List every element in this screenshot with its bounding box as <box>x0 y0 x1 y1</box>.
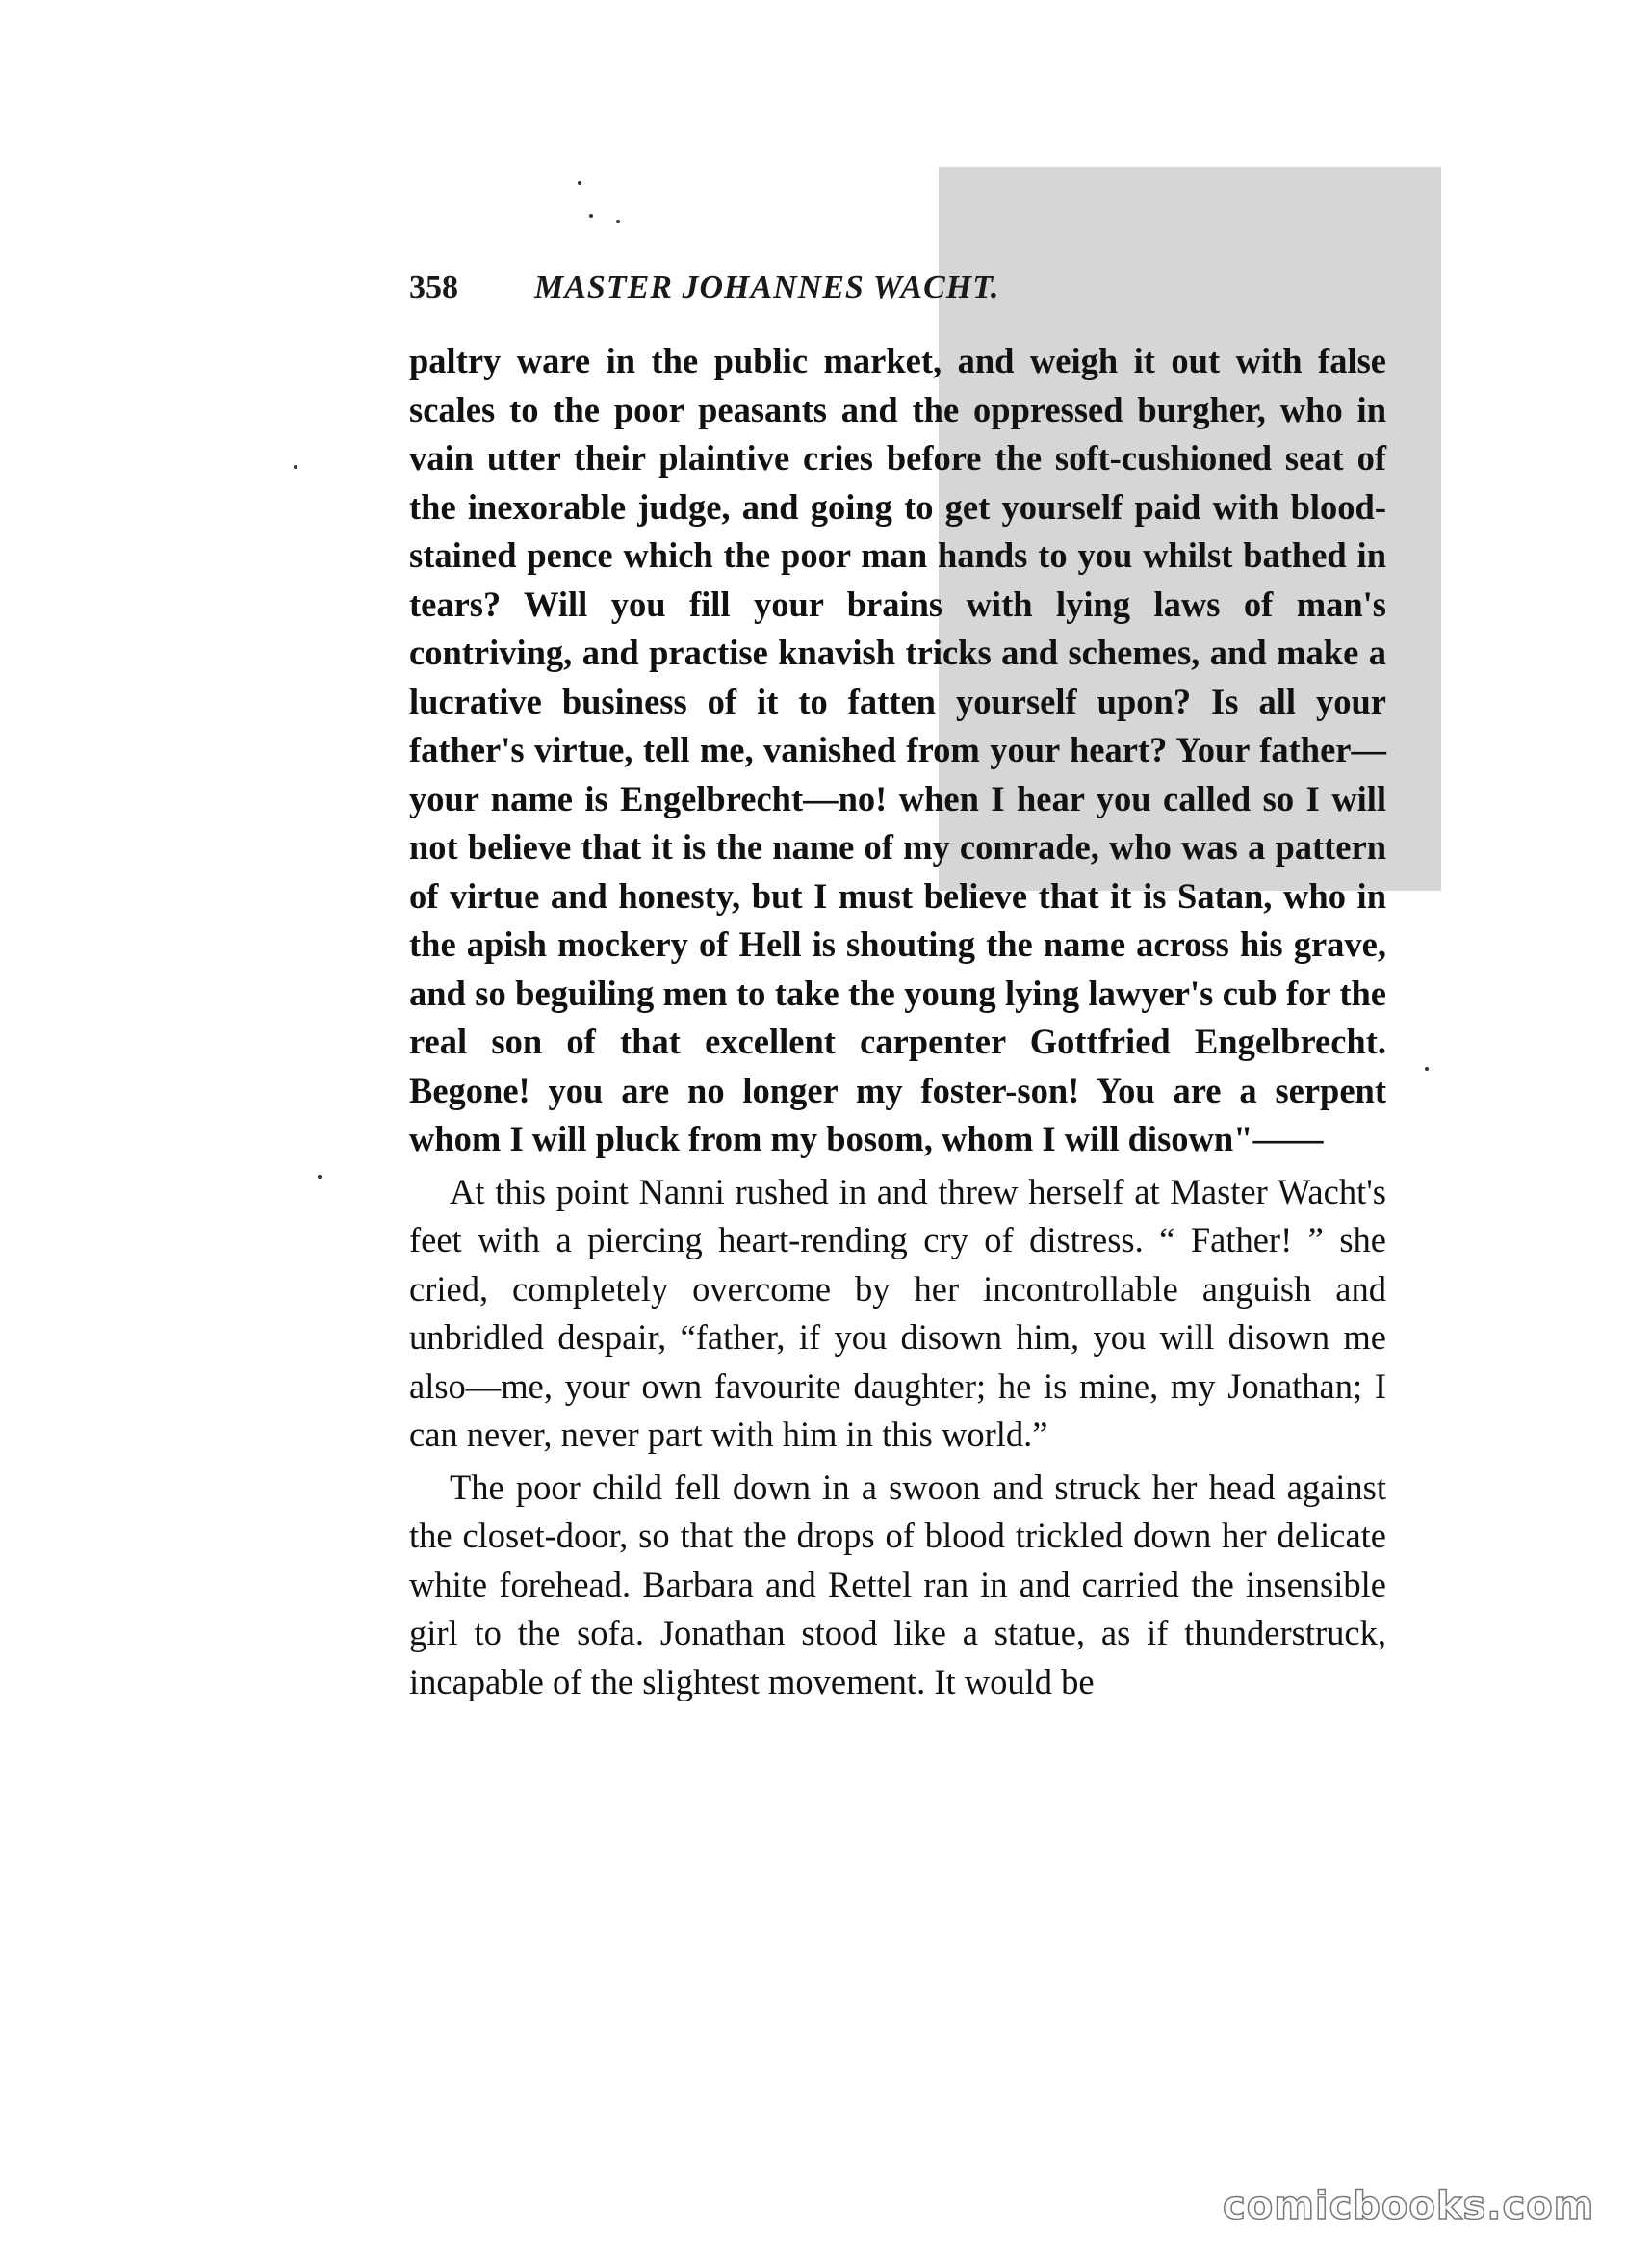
paragraph: paltry ware in the public market, and weigh it out with false scales to the poor peasants and the oppressed burgher, who in vain utter their plaintive cries before the soft-cushioned seat of the inexorable judge, and going to get yourself paid with blood-stained pence which the poor man hands to you whilst bathed in tears? Will you fill your brains with lying laws of man's contriving, and practise knavish tricks and schemes, and make a lucrative business of it to fatten yourself upon? Is all your father's virtue, tell me, vanished from your heart? Your father—your name is Engelbrecht—no! when I hear you called so I will not believe that it is the name of my comrade, who was a pattern of virtue and honesty, but I must believe that it is Satan, who in the apish mockery of Hell is shouting the name across his grave, and so beguiling men to take the young lying lawyer's cub for the real son of that excellent carpenter Gottfried Engelbrecht. Begone! you are no longer my foster-son! You are a serpent whom I will pluck from my bosom, whom I will disown"—— <box>409 341 1386 1158</box>
scan-speck <box>294 465 297 469</box>
running-title: MASTER JOHANNES WACHT. <box>534 270 1000 305</box>
scan-speck <box>589 214 593 218</box>
scan-speck <box>1425 1067 1429 1071</box>
paragraph: At this point Nanni rushed in and threw herself at Master Wacht's feet with a piercing heart-rending cry of distress. “ Father! ” she cried, completely overcome by her incontrollable anguish and unbridled despair, “father, if you disown him, you will disown me also—me, your own favourite daughter; he is mine, my Jonathan; I can never, never part with him in this world.” <box>409 1171 1386 1454</box>
paragraph: The poor child fell down in a swoon and struck her head against the closet-door, so that the drops of blood trickled down her delicate white forehead. Barbara and Rettel ran in and carried the insensible girl to the sofa. Jonathan stood like a statue, as if thunderstruck, incapable of the slightest movement. It would be <box>409 1467 1386 1701</box>
watermark-logo: comicbooks.com <box>1223 2184 1595 2228</box>
scan-speck <box>616 220 620 223</box>
book-page <box>409 270 1386 1706</box>
page-header <box>409 270 1386 327</box>
scan-speck <box>318 1175 322 1179</box>
scan-speck <box>578 181 581 185</box>
page-number: 358 <box>409 270 458 305</box>
